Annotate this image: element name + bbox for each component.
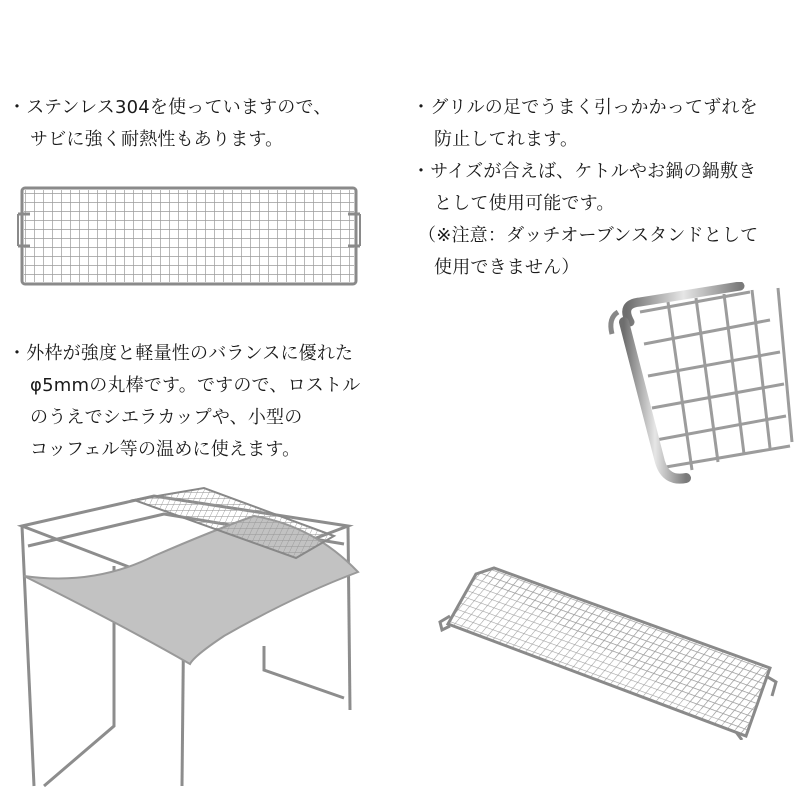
text-line: コッフェル等の温めに使えます。: [30, 439, 301, 460]
feature-text-stainless: [8, 92, 332, 156]
text-line: ・サイズが合えば、ケトルやお鍋の鍋敷き: [412, 161, 757, 182]
text-line: ・外枠が強度と軽量性のバランスに優れた: [8, 343, 354, 364]
text-line: ・グリルの足でうまく引っかかってずれを: [412, 97, 758, 118]
text-line: φ5mmの丸棒です。ですので、ロストル: [30, 375, 361, 396]
text-line: ・ステンレス304を使っていますので、: [8, 97, 332, 118]
mesh-corner-closeup-image: [600, 282, 796, 490]
mesh-grill-top-view-image: [16, 184, 362, 288]
text-line: サビに強く耐熱性もあります。: [30, 129, 284, 150]
text-line: 防止してれます。: [434, 129, 579, 150]
text-line: 使用できません）: [434, 257, 580, 278]
text-line: のうえでシエラカップや、小型の: [30, 407, 303, 428]
grill-stand-with-mesh-image: [14, 486, 364, 792]
text-line: として使用可能です。: [434, 193, 615, 214]
text-line: （※注意：ダッチオーブンスタンドとして: [418, 225, 759, 246]
feature-text-grill-legs: [412, 92, 758, 284]
feature-text-frame: [8, 338, 360, 466]
mesh-grill-angled-image: [436, 564, 782, 740]
